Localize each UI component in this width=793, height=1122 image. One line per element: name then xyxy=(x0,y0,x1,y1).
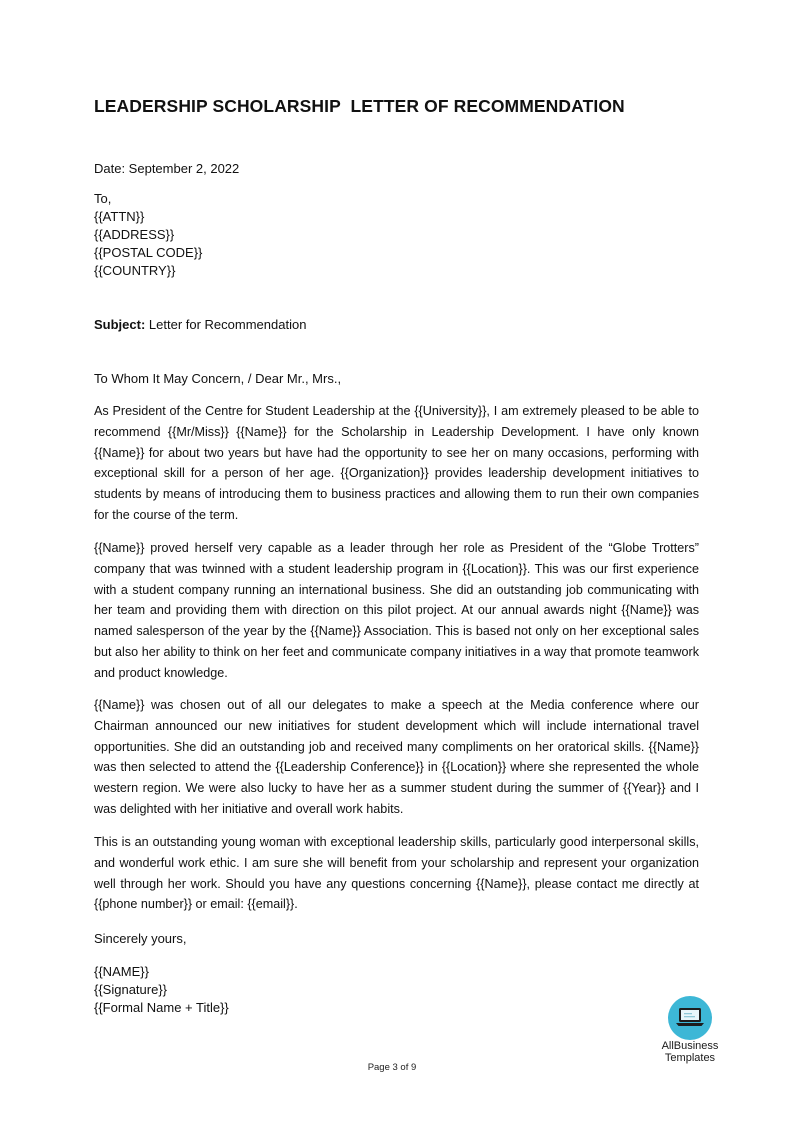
logo-text xyxy=(652,1040,728,1064)
salutation: To Whom It May Concern, / Dear Mr., Mrs., xyxy=(94,371,342,386)
signature-line: {{Formal Name + Title}} xyxy=(94,1000,229,1015)
subject-label: Subject: xyxy=(94,317,146,332)
body-paragraph-2: {{Name}} proved herself very capable as a leader through her role as President of the “Globe Trotters” company that was twinned with a student leadership program in {{Location}}. This was our first experience with a student company running an international business. She did an outstanding job communicating with her team and providing them with direction on this pilot project. At our annual awards night {{Name}} was named salesperson of the year by the {{Name}} Association. This is based not only on her exceptional sales but also her ability to think on her feet and communicate company initiatives in a way that promote teamwork and product knowledge. xyxy=(94,541,699,680)
logo-text-line2: Templates xyxy=(664,1052,716,1064)
body-paragraph-3: {{Name}} was chosen out of all our delegates to make a speech at the Media conference where our Chairman announced our new initiatives for student development which will include international travel opportunities. She did an outstanding job and received many compliments on her oratorical skills. {{Name}} was then selected to attend the {{Leadership Conference}} in {{Location}} where she represented the whole western region. We were also lucky to have her as a summer student during the summer of {{Year}} and I was delighted with her initiative and overall work habits. xyxy=(94,698,699,816)
logo-text-line1: AllBusiness xyxy=(661,1040,719,1052)
body-paragraph-4: This is an outstanding young woman with exceptional leadership skills, particularly good interpersonal skills, and wonderful work ethic. I am sure she will benefit from your scholarship and represent your organization well through her work. Should you have any questions concerning {{Name}}, please contact me directly at {{phone number}} or email: {{email}}. xyxy=(94,835,699,912)
address-line: {{ATTN}} xyxy=(94,209,145,224)
address-line: {{POSTAL CODE}} xyxy=(94,245,203,260)
address-line: {{COUNTRY}} xyxy=(94,263,176,278)
date-line: Date: September 2, 2022 xyxy=(94,161,240,176)
laptop-icon xyxy=(668,996,712,1040)
signature-line: {{NAME}} xyxy=(94,964,149,979)
address-line: {{ADDRESS}} xyxy=(94,227,175,242)
address-line: To, xyxy=(94,191,112,206)
page-number: Page 3 of 9 xyxy=(367,1062,417,1073)
address-block xyxy=(94,190,202,280)
subject-line xyxy=(94,316,306,334)
document-title: LEADERSHIP SCHOLARSHIP LETTER OF RECOMMENDATION xyxy=(94,96,625,116)
signature-line: {{Signature}} xyxy=(94,982,168,997)
allbusiness-logo xyxy=(652,996,732,1068)
closing: Sincerely yours, xyxy=(94,931,187,946)
logo-circle xyxy=(668,996,712,1040)
signature-block xyxy=(94,963,229,1017)
body-paragraph-1: As President of the Centre for Student Leadership at the {{University}}, I am extremely pleased to be able to recommend {{Mr/Miss}} {{Name}} for the Scholarship in Leadership Development. I have only known {{Name}} for about two years but have had the opportunity to see her on many occasions, performing with exceptional skill for a person of her age. {{Organization}} provides leadership development initiatives to students by means of introducing them to business practices and allowing them to run their own companies for the course of the term. xyxy=(94,404,699,522)
subject-text: Letter for Recommendation xyxy=(145,317,307,332)
